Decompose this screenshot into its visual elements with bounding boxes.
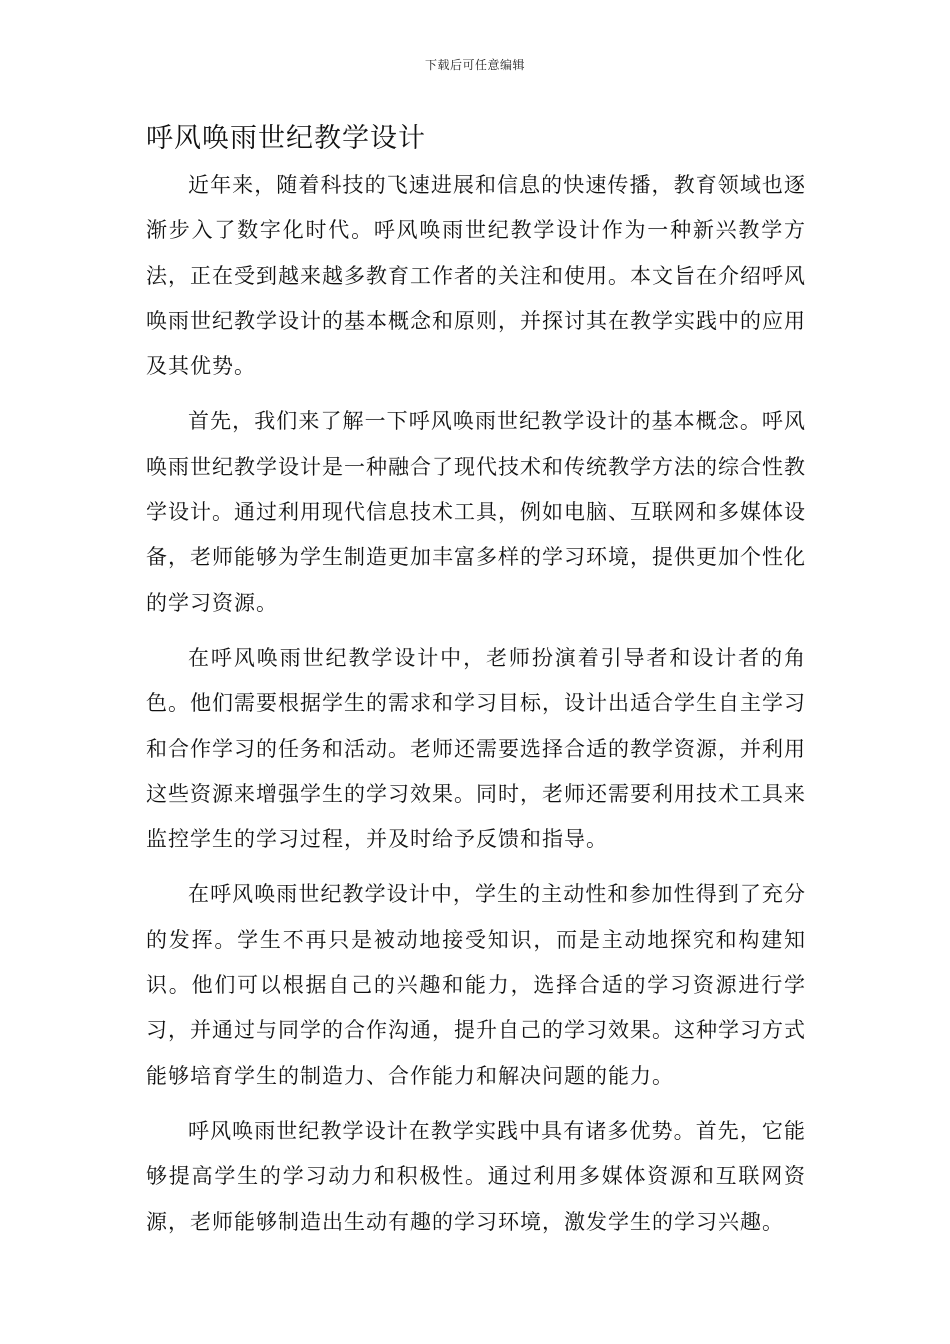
- document-title: 呼风唤雨世纪教学设计: [146, 123, 426, 154]
- paragraph-1: 近年来，随着科技的飞速进展和信息的快速传播，教育领域也逐渐步入了数字化时代。呼风唤雨世纪教学设计作为一种新兴教学方法，正在受到越来越多教育工作者的关注和使用。本文旨在介绍呼风唤雨世纪教学设计的基本概念和原则，并探讨其在教学实践中的应用及其优势。: [146, 173, 806, 379]
- paragraph-2: 首先，我们来了解一下呼风唤雨世纪教学设计的基本概念。呼风唤雨世纪教学设计是一种融合了现代技术和传统教学方法的综合性教学设计。通过利用现代信息技术工具，例如电脑、互联网和多媒体设备，老师能够为学生制造更加丰富多样的学习环境，提供更加个性化的学习资源。: [146, 409, 806, 615]
- paragraph-4: 在呼风唤雨世纪教学设计中，学生的主动性和参加性得到了充分的发挥。学生不再只是被动地接受知识，而是主动地探究和构建知识。他们可以根据自己的兴趣和能力，选择合适的学习资源进行学习，并通过与同学的合作沟通，提升自己的学习效果。这种学习方式能够培育学生的制造力、合作能力和解决问题的能力。: [146, 882, 806, 1088]
- paragraph-5: 呼风唤雨世纪教学设计在教学实践中具有诸多优势。首先，它能够提高学生的学习动力和积极性。通过利用多媒体资源和互联网资源，老师能够制造出生动有趣的学习环境，激发学生的学习兴趣。: [146, 1118, 806, 1234]
- document-body: [146, 163, 806, 1255]
- paragraph-3: 在呼风唤雨世纪教学设计中，老师扮演着引导者和设计者的角色。他们需要根据学生的需求和学习目标，设计出适合学生自主学习和合作学习的任务和活动。老师还需要选择合适的教学资源，并利用这些资源来增强学生的学习效果。同时，老师还需要利用技术工具来监控学生的学习过程，并及时给予反馈和指导。: [146, 645, 806, 852]
- header-note: 下载后可任意编辑: [424, 58, 525, 72]
